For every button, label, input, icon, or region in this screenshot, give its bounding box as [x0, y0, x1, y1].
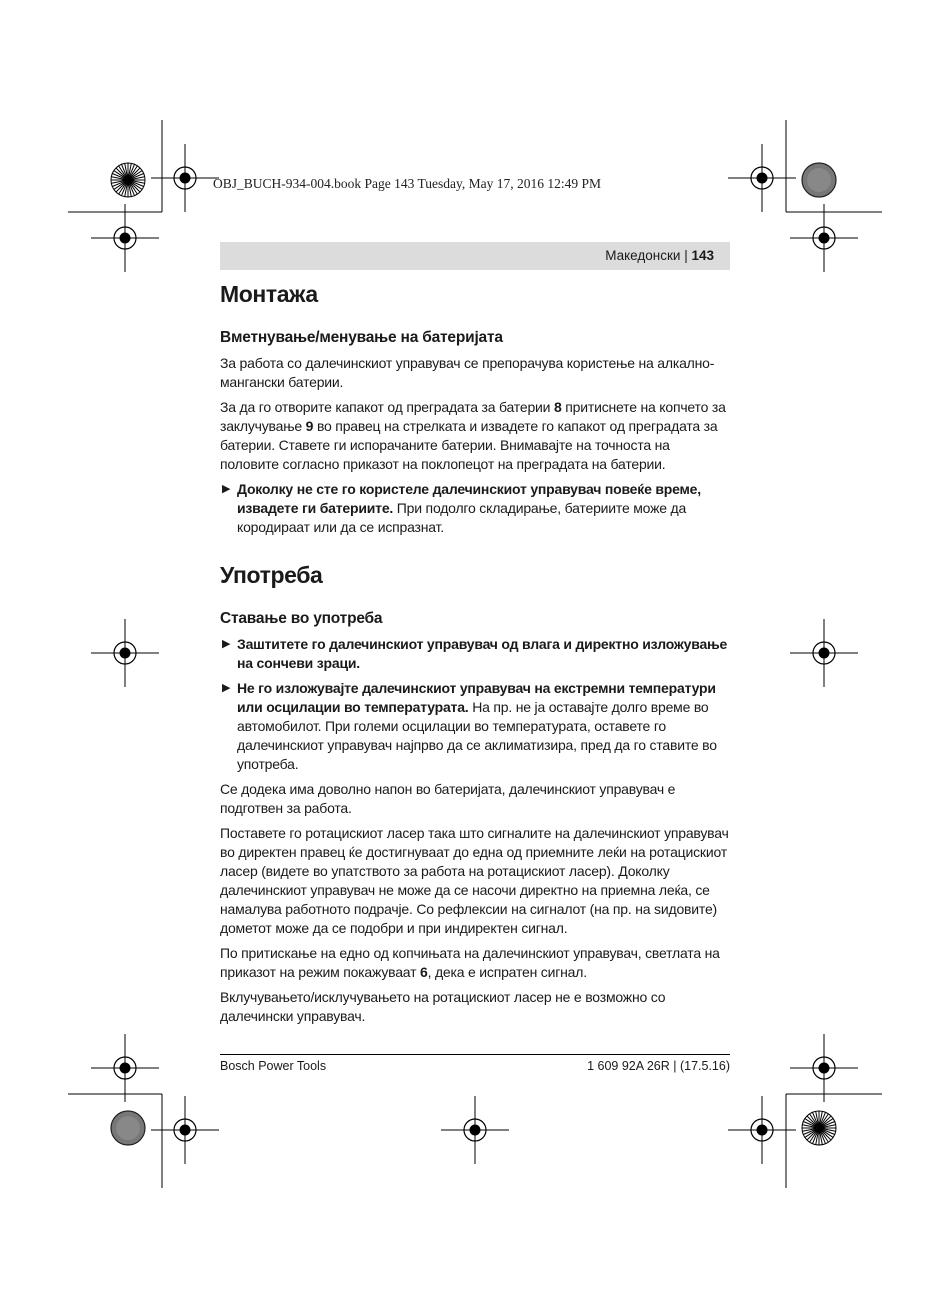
- section-title-usage: Употреба: [220, 562, 323, 588]
- bullet-bold-text: Не го изложувајте далечинскиот управувач на екстремни температури или осцилации во температурата.: [237, 680, 716, 715]
- footer-brand: Bosch Power Tools: [220, 1059, 327, 1073]
- ref-number: 9: [305, 418, 314, 434]
- paragraph: Вклучувањето/исклучувањето на ротацискиот ласер не е возможно со далечински управувач.: [220, 989, 666, 1024]
- text-run: За да го отворите капакот од преградата за батерии: [220, 399, 554, 415]
- ref-number: 8: [553, 399, 562, 415]
- paragraph: Поставете го ротацискиот ласер така што сигналите на далечинскиот управувач во директен правец ќе достигнуваат до една од приемните леќи на ротацискиот ласер (видете во упатството за работа на ротацискиот ласер). Доколку далечинскиот управувач не може да се насочи директно на приемна леќа, се намалува работното подрачје. Со рефлексии на сигналот (на пр. на ѕидовите) дометот може да се подобри и при индиректен сигнал.: [220, 825, 729, 936]
- page-number: 143: [691, 248, 714, 263]
- book-slug-line: OBJ_BUCH-934-004.book Page 143 Tuesday, May 17, 2016 12:49 PM: [213, 176, 602, 191]
- bullet-bold-text: Доколку не сте го користеле далечинскиот управувач повеќе време, извадете ги батериите.: [237, 481, 701, 516]
- page-header: [220, 242, 730, 270]
- warning-bullet: [220, 480, 730, 537]
- bullet-text: При подолго складирање, батериите може да кородираат или да се испразнат.: [237, 500, 687, 535]
- bullet-bold-text: Заштитете го далечинскиот управувач од влага и директно изложување на сончеви зраци.: [237, 636, 728, 671]
- text-run: , дека е испратен сигнал.: [427, 964, 587, 980]
- page-content: [220, 276, 730, 1032]
- bullet-icon: ▶: [222, 483, 231, 495]
- bullet-icon: ▶: [222, 638, 231, 650]
- paragraph: [220, 398, 730, 474]
- text-run: притиснете на копчето за заклучување: [220, 399, 726, 434]
- ref-number: 6: [419, 964, 428, 980]
- header-language: Македонски: [605, 248, 681, 263]
- header-text: [605, 248, 714, 263]
- text-run: По притискање на едно од копчињата на далечинскиот управувач, светлата на приказот на режим покажуваат: [220, 945, 720, 980]
- subtitle-battery: Вметнување/менување на батеријата: [220, 329, 503, 346]
- subtitle-startup: Ставање во употреба: [220, 610, 383, 627]
- header-separator: |: [684, 248, 688, 263]
- paragraph: За работа со далечинскиот управувач се препорачува користење на алкално-мангански батерии.: [220, 355, 715, 390]
- text-run: во правец на стрелката и извадете го капакот од преградата за батерии. Ставете ги испорачаните батерии. Внимавајте на точноста на половите согласно приказот на поклопецот на преградата на батерии.: [220, 418, 718, 472]
- section-title-assembly: Монтажа: [220, 281, 318, 307]
- bullet-text: На пр. не ја оставајте долго време во автомобилот. При големи осцилации во температурата, оставете го далечинскиот управувач најпрво да се аклиматизира, пред да го ставите во употреба.: [237, 699, 717, 772]
- bullet-icon: ▶: [222, 682, 231, 694]
- warning-bullet: [220, 635, 730, 673]
- footer-doc-number: 1 609 92A 26R | (17.5.16): [587, 1059, 730, 1073]
- paragraph: [220, 944, 730, 982]
- footer-rule: [220, 1054, 730, 1055]
- paragraph: Се додека има доволно напон во батеријата, далечинскиот управувач е подготвен за работа.: [220, 781, 676, 816]
- warning-bullet: [220, 679, 730, 774]
